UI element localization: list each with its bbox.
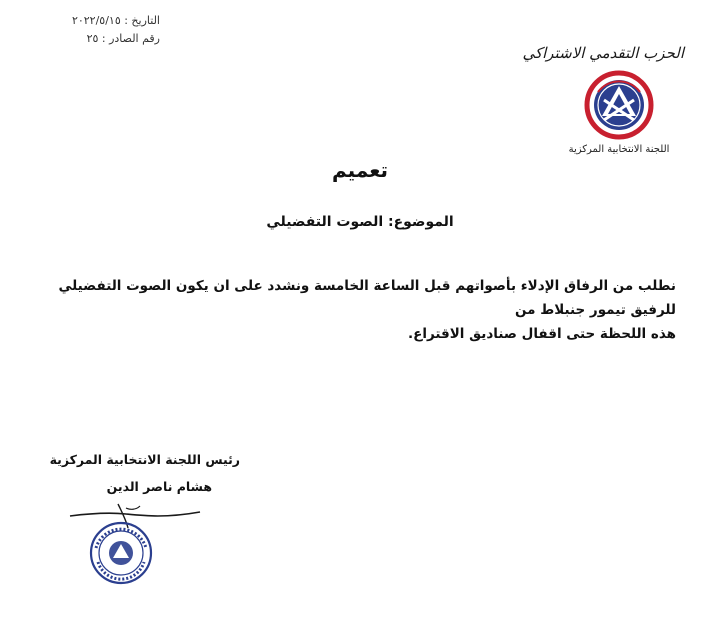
memo-body	[36, 274, 676, 346]
reference-number-line: رقم الصادر : ٢٥	[86, 32, 160, 45]
memo-title: تعميم	[331, 158, 389, 182]
letterhead	[522, 44, 684, 155]
memo-subject: الموضوع: الصوت التفضيلي	[266, 214, 454, 230]
memo-body-line: نطلب من الرفاق الإدلاء بأصواتهم قبل الساعة الخامسة ونشدد على ان يكون الصوت التفضيلي للرفيق تيمور جنبلاط من	[58, 278, 676, 318]
signer-title: رئيس اللجنة الانتخابية المركزية	[49, 452, 240, 467]
memo-body-line: هذه اللحظة حتى اقفال صناديق الاقتراع.	[408, 326, 676, 342]
committee-name: اللجنة الانتخابية المركزية	[568, 144, 670, 155]
official-stamp-icon	[88, 520, 154, 586]
party-name: الحزب التقدمي الاشتراكي	[522, 44, 684, 62]
date-line: التاريخ : ٢٠٢٢/٥/١٥	[71, 14, 160, 27]
party-emblem-icon	[584, 70, 654, 140]
signer-name: هشام ناصر الدين	[106, 479, 212, 494]
signature-block	[40, 452, 240, 494]
memo-meta	[40, 12, 160, 48]
